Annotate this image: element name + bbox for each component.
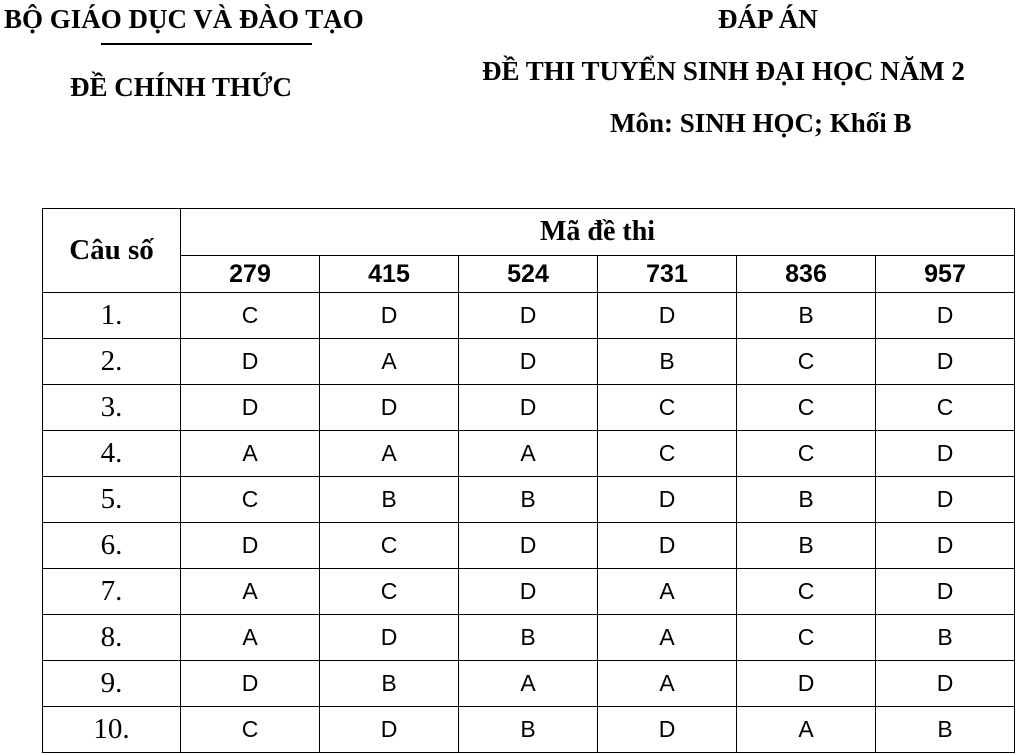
- answer-cell: D: [459, 339, 598, 385]
- question-number: 9.: [43, 661, 181, 707]
- answer-cell: A: [181, 615, 320, 661]
- answer-cell: D: [181, 385, 320, 431]
- table-row: [43, 707, 1015, 753]
- table-row: [43, 615, 1015, 661]
- answer-cell: B: [320, 661, 459, 707]
- answer-cell: D: [598, 523, 737, 569]
- exam-code-header: Mã đề thi: [181, 209, 1015, 256]
- answer-cell: C: [876, 385, 1015, 431]
- subject-line: Môn: SINH HỌC; Khối B: [610, 108, 912, 138]
- answer-key-title: ĐÁP ÁN: [718, 4, 818, 34]
- question-number: 6.: [43, 523, 181, 569]
- answer-cell: D: [876, 523, 1015, 569]
- answer-cell: C: [181, 293, 320, 339]
- table-row: [43, 477, 1015, 523]
- answer-cell: D: [598, 707, 737, 753]
- answer-cell: A: [320, 431, 459, 477]
- answer-cell: C: [598, 385, 737, 431]
- answer-cell: B: [459, 615, 598, 661]
- table-row: [43, 339, 1015, 385]
- answer-cell: D: [181, 661, 320, 707]
- answer-cell: B: [459, 707, 598, 753]
- answer-cell: D: [320, 615, 459, 661]
- answer-cell: D: [876, 431, 1015, 477]
- table-row: [43, 569, 1015, 615]
- answer-cell: D: [320, 385, 459, 431]
- answer-cell: A: [598, 615, 737, 661]
- answer-cell: D: [320, 293, 459, 339]
- answer-cell: D: [181, 339, 320, 385]
- question-number: 5.: [43, 477, 181, 523]
- exam-code-731: 731: [598, 256, 737, 293]
- answer-cell: D: [876, 661, 1015, 707]
- answer-cell: C: [737, 339, 876, 385]
- answer-cell: D: [876, 339, 1015, 385]
- answer-cell: A: [459, 661, 598, 707]
- answer-cell: C: [181, 707, 320, 753]
- table-row: [43, 523, 1015, 569]
- answer-cell: B: [320, 477, 459, 523]
- exam-code-524: 524: [459, 256, 598, 293]
- official-label: ĐỀ CHÍNH THỨC: [70, 72, 293, 102]
- answer-cell: C: [598, 431, 737, 477]
- answer-cell: B: [459, 477, 598, 523]
- question-number-header: Câu số: [43, 209, 181, 293]
- answer-cell: C: [737, 569, 876, 615]
- question-number: 2.: [43, 339, 181, 385]
- question-number: 3.: [43, 385, 181, 431]
- answer-cell: C: [320, 523, 459, 569]
- answer-cell: A: [737, 707, 876, 753]
- exam-code-row: [43, 256, 1015, 293]
- answer-cell: D: [598, 293, 737, 339]
- answer-cell: A: [181, 569, 320, 615]
- table-row: [43, 293, 1015, 339]
- exam-title: ĐỀ THI TUYỂN SINH ĐẠI HỌC NĂM 2: [482, 56, 965, 86]
- exam-code-415: 415: [320, 256, 459, 293]
- answer-table-body: [43, 293, 1015, 753]
- answer-cell: A: [598, 661, 737, 707]
- answer-cell: D: [181, 523, 320, 569]
- answer-cell: B: [876, 707, 1015, 753]
- answer-cell: C: [737, 431, 876, 477]
- answer-cell: D: [876, 477, 1015, 523]
- table-row: [43, 661, 1015, 707]
- question-number: 10.: [43, 707, 181, 753]
- answer-cell: D: [737, 661, 876, 707]
- answer-cell: B: [876, 615, 1015, 661]
- answer-cell: D: [459, 293, 598, 339]
- table-row: [43, 385, 1015, 431]
- answer-cell: B: [598, 339, 737, 385]
- answer-cell: C: [737, 615, 876, 661]
- question-number: 4.: [43, 431, 181, 477]
- answer-cell: D: [459, 569, 598, 615]
- answer-table: [42, 208, 1015, 753]
- answer-cell: D: [598, 477, 737, 523]
- answer-cell: C: [181, 477, 320, 523]
- ministry-name: BỘ GIÁO DỤC VÀ ĐÀO TẠO: [4, 4, 364, 34]
- table-row: [43, 431, 1015, 477]
- answer-cell: D: [459, 385, 598, 431]
- answer-cell: D: [876, 293, 1015, 339]
- answer-cell: B: [737, 293, 876, 339]
- header-underline: [101, 43, 312, 45]
- answer-cell: B: [737, 523, 876, 569]
- answer-cell: A: [181, 431, 320, 477]
- question-number: 1.: [43, 293, 181, 339]
- answer-cell: A: [459, 431, 598, 477]
- question-number: 8.: [43, 615, 181, 661]
- exam-code-836: 836: [737, 256, 876, 293]
- question-number: 7.: [43, 569, 181, 615]
- exam-code-957: 957: [876, 256, 1015, 293]
- answer-cell: C: [320, 569, 459, 615]
- exam-code-279: 279: [181, 256, 320, 293]
- answer-cell: D: [876, 569, 1015, 615]
- answer-cell: A: [320, 339, 459, 385]
- answer-cell: C: [737, 385, 876, 431]
- answer-cell: B: [737, 477, 876, 523]
- answer-cell: A: [598, 569, 737, 615]
- answer-cell: D: [320, 707, 459, 753]
- answer-cell: D: [459, 523, 598, 569]
